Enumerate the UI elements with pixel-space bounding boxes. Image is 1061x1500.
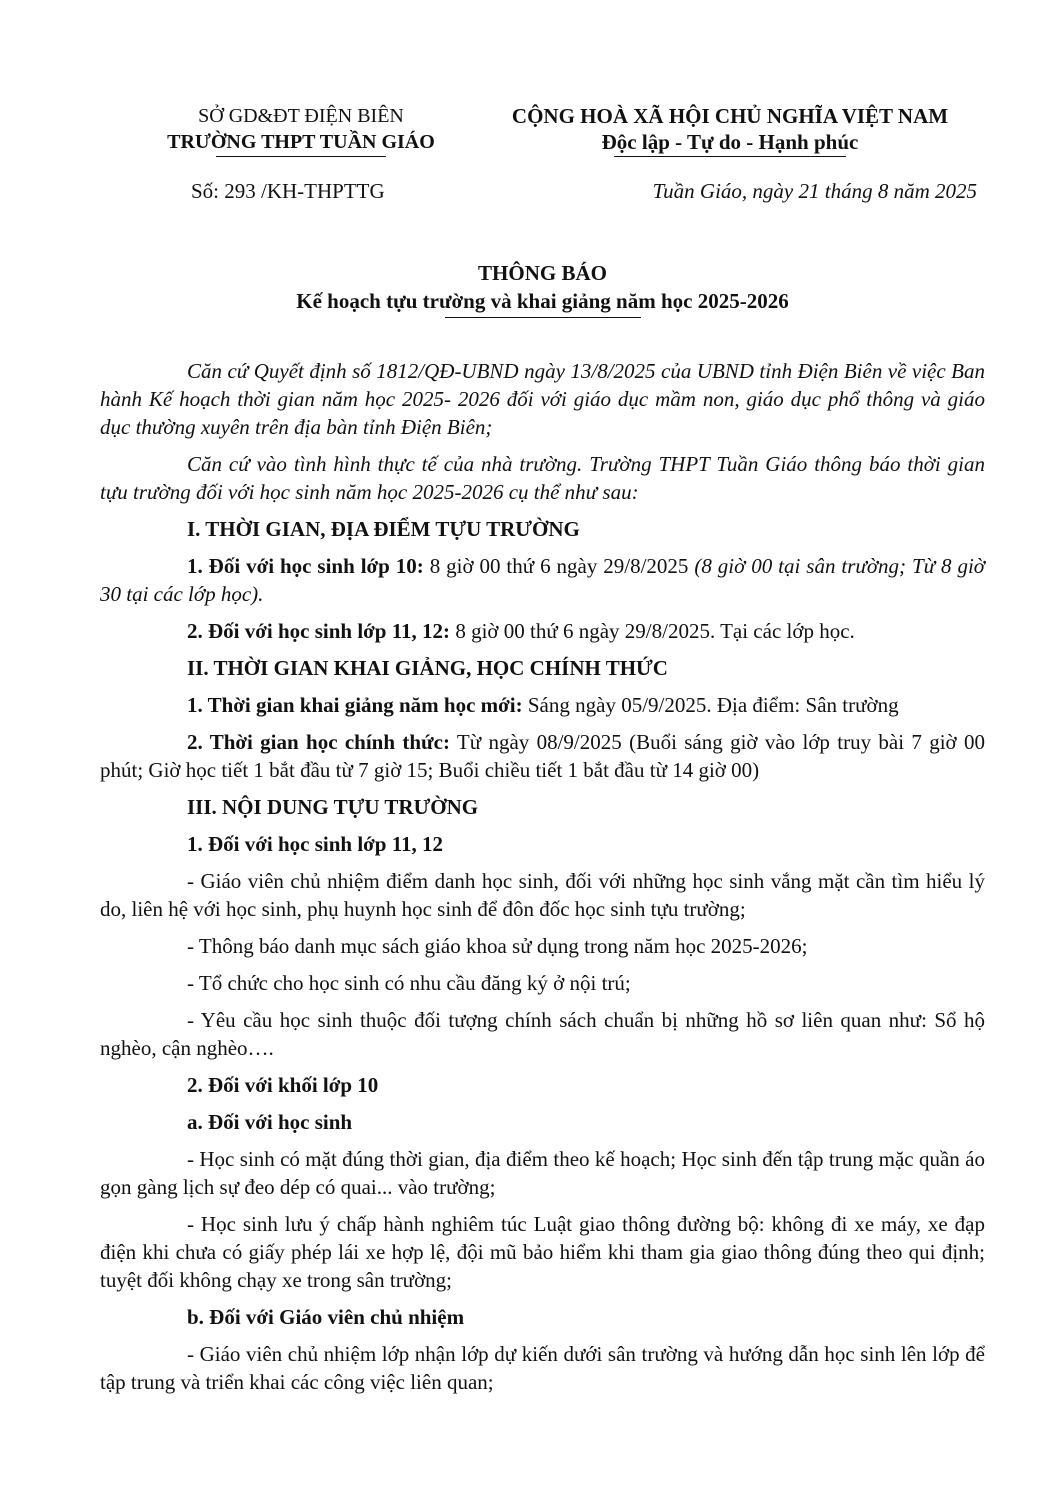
national-motto: Độc lập - Tự do - Hạnh phúc <box>601 130 859 154</box>
subsection-heading: 1. Đối với học sinh lớp 11, 12 <box>187 832 444 856</box>
issuer-underline <box>216 156 386 157</box>
school-name: TRƯỜNG THPT TUẦN GIÁO <box>167 131 435 153</box>
section-heading: II. THỜI GIAN KHAI GIẢNG, HỌC CHÍNH THỨC <box>187 656 668 680</box>
issuer-block <box>140 103 462 157</box>
section-heading: I. THỜI GIAN, ĐỊA ĐIỂM TỰU TRƯỜNG <box>187 517 580 541</box>
item-label: 1. Đối với học sinh lớp 10: <box>187 554 424 578</box>
section-heading: III. NỘI DUNG TỰU TRƯỜNG <box>187 795 479 819</box>
department-name: SỞ GD&ĐT ĐIỆN BIÊN <box>198 105 404 127</box>
list-item: - Giáo viên chủ nhiệm lớp nhận lớp dự kiến dưới sân trường và hướng dẫn học sinh lên lớp để tập trung và triển khai các công việc liên quan; <box>100 1342 985 1394</box>
item-label: 2. Đối với học sinh lớp 11, 12: <box>187 619 451 643</box>
document-number: Số: 293 /KH-THPTTG <box>191 179 385 203</box>
item-label: 2. Thời gian học chính thức: <box>187 730 450 754</box>
item-text: Từ ngày 08/9/2025 (Buổi sáng giờ vào lớp truy bài 7 giờ 00 phút; Giờ học tiết 1 bắt đầu từ 7 giờ 15; Buổi chiều tiết 1 bắt đầu từ 14 giờ 00) <box>100 730 985 782</box>
item-label: 1. Thời gian khai giảng năm học mới: <box>187 693 523 717</box>
subsection-heading: 2. Đối với khối lớp 10 <box>187 1073 379 1097</box>
preamble-paragraph: Căn cứ Quyết định số 1812/QĐ-UBND ngày 13/8/2025 của UBND tỉnh Điện Biên về việc Ban hành Kế hoạch thời gian năm học 2025- 2026 đối với giáo dục mầm non, giáo dục phổ thông và giáo dục thường xuyên trên địa bàn tỉnh Điện Biên; <box>100 359 985 439</box>
document-title: THÔNG BÁO <box>478 261 607 285</box>
section-item <box>100 552 985 608</box>
subsection-heading: b. Đối với Giáo viên chủ nhiệm <box>187 1305 465 1329</box>
section-item <box>100 617 985 645</box>
national-heading-block <box>492 103 968 157</box>
list-item: - Học sinh lưu ý chấp hành nghiêm túc Luật giao thông đường bộ: không đi xe máy, xe đạp điện khi chưa có giấy phép lái xe hợp lệ, đội mũ bảo hiểm khi tham gia giao thông đúng theo qui định; tuyệt đối không chạy xe trong sân trường; <box>100 1212 985 1292</box>
section-item <box>100 691 985 719</box>
list-item: - Yêu cầu học sinh thuộc đối tượng chính sách chuẩn bị những hồ sơ liên quan như: Sổ hộ nghèo, cận nghèo…. <box>100 1008 985 1060</box>
preamble-paragraph: Căn cứ vào tình hình thực tế của nhà trường. Trường THPT Tuần Giáo thông báo thời gian tựu trường đối với học sinh năm học 2025-2026 cụ thể như sau: <box>100 452 985 504</box>
subsection-heading: a. Đối với học sinh <box>187 1110 353 1134</box>
motto-underline <box>614 156 846 157</box>
list-item: - Thông báo danh mục sách giáo khoa sử dụng trong năm học 2025-2026; <box>187 934 808 958</box>
item-text: 8 giờ 00 thứ 6 ngày 29/8/2025. Tại các lớp học. <box>450 619 855 643</box>
item-note: (8 giờ 00 tại sân trường; Từ 8 giờ 30 tại các lớp học). <box>100 554 985 606</box>
country-name: CỘNG HOÀ XÃ HỘI CHỦ NGHĨA VIỆT NAM <box>511 104 949 128</box>
document-title-block <box>100 259 985 318</box>
item-text: 8 giờ 00 thứ 6 ngày 29/8/2025 <box>423 554 695 578</box>
title-underline <box>445 317 641 318</box>
list-item: - Tổ chức cho học sinh có nhu cầu đăng ký ở nội trú; <box>187 971 631 995</box>
list-item: - Học sinh có mặt đúng thời gian, địa điểm theo kế hoạch; Học sinh đến tập trung mặc quần áo gọn gàng lịch sự đeo dép có quai... vào trường; <box>100 1147 985 1199</box>
section-item <box>100 728 985 784</box>
list-item: - Giáo viên chủ nhiệm điểm danh học sinh, đối với những học sinh vắng mặt cần tìm hiểu lý do, liên hệ với học sinh, phụ huynh học sinh để đôn đốc học sinh tựu trường; <box>100 869 985 921</box>
place-and-date: Tuần Giáo, ngày 21 tháng 8 năm 2025 <box>652 179 977 203</box>
document-subtitle: Kế hoạch tựu trường và khai giảng năm học 2025-2026 <box>296 289 789 313</box>
document-body <box>100 357 985 1405</box>
item-text: Sáng ngày 05/9/2025. Địa điểm: Sân trường <box>522 693 899 717</box>
